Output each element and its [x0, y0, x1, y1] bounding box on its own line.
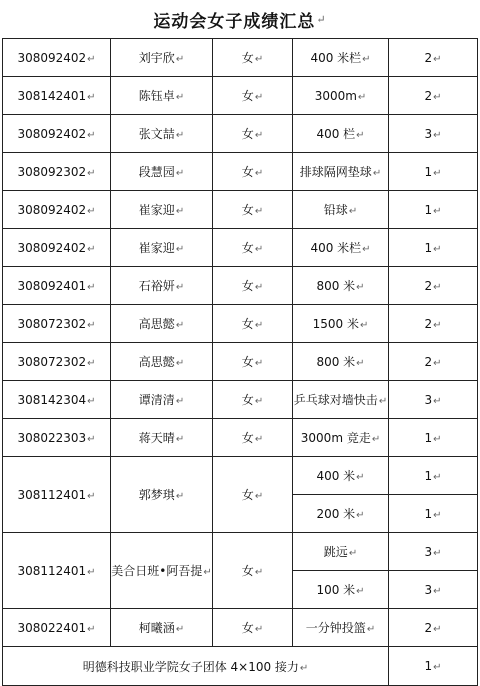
student-name-cell-text: 美合日班•阿吾提	[111, 564, 203, 578]
table-row	[3, 305, 478, 343]
paragraph-mark-icon: ↵	[175, 244, 185, 255]
paragraph-mark-icon: ↵	[254, 54, 264, 65]
student-name-cell	[111, 343, 213, 381]
student-name-cell-text: 高思懿	[138, 355, 175, 369]
place-cell-text: 1	[424, 164, 433, 179]
place-cell	[389, 77, 478, 115]
paragraph-mark-icon: ↵	[433, 243, 442, 255]
place-cell	[389, 39, 478, 77]
paragraph-mark-icon: ↵	[254, 244, 264, 255]
student-id-cell-text: 308142401	[17, 88, 87, 103]
paragraph-mark-icon: ↵	[433, 53, 442, 65]
paragraph-mark-icon: ↵	[433, 281, 442, 293]
place-cell	[389, 229, 478, 267]
paragraph-mark-icon: ↵	[87, 53, 96, 65]
paragraph-mark-icon: ↵	[316, 12, 327, 26]
table-row	[3, 609, 478, 647]
gender-cell-text: 女	[241, 488, 254, 502]
paragraph-mark-icon: ↵	[87, 205, 96, 217]
paragraph-mark-icon: ↵	[175, 168, 185, 179]
place-cell-text: 3	[424, 392, 433, 407]
place-cell-text: 3	[424, 544, 433, 559]
event-cell-text: 1500 米	[312, 317, 359, 331]
place-cell	[389, 305, 478, 343]
student-id-cell	[3, 39, 111, 77]
gender-cell	[213, 419, 293, 457]
student-id-cell	[3, 153, 111, 191]
student-id-cell	[3, 381, 111, 419]
gender-cell	[213, 115, 293, 153]
paragraph-mark-icon: ↵	[366, 624, 376, 635]
event-cell	[293, 267, 389, 305]
student-id-cell-text: 308092402	[17, 50, 87, 65]
paragraph-mark-icon: ↵	[175, 282, 185, 293]
paragraph-mark-icon: ↵	[362, 244, 371, 255]
paragraph-mark-icon: ↵	[175, 130, 185, 141]
gender-cell	[213, 39, 293, 77]
student-id-cell	[3, 115, 111, 153]
event-cell-text: 排球隔网垫球	[299, 165, 372, 179]
event-cell-text: 100 米	[316, 583, 356, 597]
student-id-cell	[3, 77, 111, 115]
table-row	[3, 77, 478, 115]
document-title	[2, 0, 478, 38]
event-cell	[293, 381, 389, 419]
table-row	[3, 191, 478, 229]
student-id-cell-text: 308092302	[17, 164, 87, 179]
paragraph-mark-icon: ↵	[254, 282, 264, 293]
paragraph-mark-icon: ↵	[175, 434, 185, 445]
paragraph-mark-icon: ↵	[433, 433, 442, 445]
paragraph-mark-icon: ↵	[433, 129, 442, 141]
student-id-cell-text: 308092402	[17, 126, 87, 141]
paragraph-mark-icon: ↵	[356, 130, 365, 141]
event-cell-text: 跳远	[323, 545, 348, 559]
student-id-cell	[3, 609, 111, 647]
paragraph-mark-icon: ↵	[356, 586, 365, 597]
team-relay-label-cell	[3, 647, 389, 686]
table-row	[3, 229, 478, 267]
gender-cell	[213, 343, 293, 381]
student-name-cell-text: 崔家迎	[138, 241, 175, 255]
paragraph-mark-icon: ↵	[357, 91, 367, 103]
place-cell	[389, 191, 478, 229]
gender-cell	[213, 77, 293, 115]
gender-cell-text: 女	[241, 564, 254, 578]
event-cell-text: 一分钟投篮	[305, 621, 366, 635]
paragraph-mark-icon: ↵	[356, 510, 365, 521]
student-name-cell	[111, 39, 213, 77]
team-relay-place-cell	[389, 647, 478, 686]
gender-cell-text: 女	[241, 431, 254, 445]
place-cell-text: 2	[424, 50, 433, 65]
gender-cell-text: 女	[241, 393, 254, 407]
paragraph-mark-icon: ↵	[175, 320, 185, 331]
student-name-cell	[111, 609, 213, 647]
student-name-cell-text: 谭清清	[138, 393, 175, 407]
event-cell-text: 400 米栏	[310, 241, 362, 255]
place-cell-text: 2	[424, 620, 433, 635]
student-name-cell	[111, 77, 213, 115]
gender-cell	[213, 229, 293, 267]
place-cell-text: 2	[424, 354, 433, 369]
event-cell-text: 800 米	[316, 279, 356, 293]
place-cell-text: 3	[424, 126, 433, 141]
gender-cell-text: 女	[241, 621, 254, 635]
gender-cell-text: 女	[241, 279, 254, 293]
table-row	[3, 153, 478, 191]
event-cell	[293, 305, 389, 343]
paragraph-mark-icon: ↵	[87, 243, 96, 255]
student-name-cell	[111, 115, 213, 153]
table-row	[3, 115, 478, 153]
student-id-cell	[3, 305, 111, 343]
gender-cell	[213, 533, 293, 609]
student-id-cell-text: 308022401	[17, 620, 87, 635]
team-relay-place-cell-text: 1	[424, 659, 433, 673]
place-cell-text: 2	[424, 278, 433, 293]
paragraph-mark-icon: ↵	[254, 396, 264, 407]
results-table	[2, 38, 478, 686]
paragraph-mark-icon: ↵	[87, 566, 96, 578]
paragraph-mark-icon: ↵	[203, 567, 212, 578]
student-id-cell	[3, 419, 111, 457]
paragraph-mark-icon: ↵	[433, 167, 442, 179]
title-text: 运动会女子成绩汇总	[153, 11, 316, 32]
place-cell-text: 2	[424, 88, 433, 103]
event-cell-text: 800 米	[316, 355, 356, 369]
paragraph-mark-icon: ↵	[87, 319, 96, 331]
paragraph-mark-icon: ↵	[433, 623, 442, 635]
event-cell	[293, 115, 389, 153]
gender-cell-text: 女	[241, 51, 254, 65]
paragraph-mark-icon: ↵	[175, 624, 185, 635]
paragraph-mark-icon: ↵	[362, 54, 371, 65]
place-cell-text: 1	[424, 506, 433, 521]
paragraph-mark-icon: ↵	[87, 623, 96, 635]
student-id-cell	[3, 191, 111, 229]
event-cell-text: 3000m 竞走	[300, 431, 371, 445]
event-cell	[293, 153, 389, 191]
table-row	[3, 457, 478, 495]
paragraph-mark-icon: ↵	[254, 491, 264, 502]
event-cell-text: 200 米	[316, 507, 356, 521]
paragraph-mark-icon: ↵	[87, 490, 96, 502]
student-name-cell	[111, 191, 213, 229]
paragraph-mark-icon: ↵	[175, 206, 185, 217]
student-id-cell-text: 308092402	[17, 240, 87, 255]
gender-cell	[213, 153, 293, 191]
student-id-cell-text: 308142304	[17, 392, 87, 407]
student-name-cell	[111, 457, 213, 533]
paragraph-mark-icon: ↵	[175, 491, 185, 502]
student-name-cell	[111, 267, 213, 305]
paragraph-mark-icon: ↵	[175, 92, 185, 103]
gender-cell	[213, 609, 293, 647]
event-cell	[293, 343, 389, 381]
student-name-cell-text: 段慧园	[138, 165, 175, 179]
paragraph-mark-icon: ↵	[433, 662, 442, 673]
student-name-cell-text: 刘宇欣	[138, 51, 175, 65]
student-id-cell-text: 308092402	[17, 202, 87, 217]
paragraph-mark-icon: ↵	[433, 205, 442, 217]
student-id-cell-text: 308072302	[17, 354, 87, 369]
event-cell	[293, 609, 389, 647]
event-cell-text: 乒乓球对墙快击	[293, 393, 378, 407]
place-cell	[389, 419, 478, 457]
event-cell	[293, 533, 389, 571]
place-cell-text: 1	[424, 202, 433, 217]
event-cell	[293, 191, 389, 229]
team-relay-row	[3, 647, 478, 686]
table-row	[3, 381, 478, 419]
paragraph-mark-icon: ↵	[348, 206, 358, 217]
paragraph-mark-icon: ↵	[372, 168, 382, 179]
paragraph-mark-icon: ↵	[87, 433, 96, 445]
paragraph-mark-icon: ↵	[175, 396, 185, 407]
event-cell-text: 400 米栏	[310, 51, 362, 65]
table-row	[3, 39, 478, 77]
paragraph-mark-icon: ↵	[254, 206, 264, 217]
gender-cell-text: 女	[241, 89, 254, 103]
student-name-cell-text: 崔家迎	[138, 203, 175, 217]
student-name-cell	[111, 419, 213, 457]
paragraph-mark-icon: ↵	[87, 395, 96, 407]
paragraph-mark-icon: ↵	[433, 509, 442, 521]
event-cell	[293, 77, 389, 115]
student-name-cell-text: 郭梦琪	[138, 488, 175, 502]
paragraph-mark-icon: ↵	[433, 471, 442, 483]
place-cell	[389, 267, 478, 305]
place-cell	[389, 609, 478, 647]
paragraph-mark-icon: ↵	[254, 92, 264, 103]
student-name-cell	[111, 229, 213, 267]
paragraph-mark-icon: ↵	[433, 585, 442, 597]
place-cell	[389, 115, 478, 153]
student-name-cell-text: 陈钰卓	[138, 89, 175, 103]
paragraph-mark-icon: ↵	[254, 358, 264, 369]
gender-cell-text: 女	[241, 165, 254, 179]
paragraph-mark-icon: ↵	[356, 358, 365, 369]
paragraph-mark-icon: ↵	[378, 396, 388, 407]
gender-cell-text: 女	[241, 241, 254, 255]
place-cell	[389, 457, 478, 495]
paragraph-mark-icon: ↵	[254, 130, 264, 141]
gender-cell	[213, 457, 293, 533]
place-cell	[389, 495, 478, 533]
event-cell	[293, 571, 389, 609]
student-name-cell	[111, 381, 213, 419]
place-cell-text: 2	[424, 316, 433, 331]
event-cell-text: 400 栏	[316, 127, 356, 141]
paragraph-mark-icon: ↵	[433, 319, 442, 331]
event-cell-text: 铅球	[323, 203, 348, 217]
paragraph-mark-icon: ↵	[87, 357, 96, 369]
paragraph-mark-icon: ↵	[299, 662, 309, 674]
paragraph-mark-icon: ↵	[348, 548, 358, 559]
gender-cell-text: 女	[241, 317, 254, 331]
student-id-cell	[3, 533, 111, 609]
student-id-cell	[3, 267, 111, 305]
student-id-cell-text: 308022303	[17, 430, 87, 445]
student-id-cell-text: 308112401	[17, 563, 87, 578]
student-id-cell	[3, 343, 111, 381]
event-cell-text: 400 米	[316, 469, 356, 483]
place-cell-text: 3	[424, 582, 433, 597]
gender-cell-text: 女	[241, 355, 254, 369]
place-cell-text: 1	[424, 430, 433, 445]
place-cell	[389, 343, 478, 381]
gender-cell	[213, 381, 293, 419]
team-relay-label-cell-text: 明德科技职业学院女子团体 4×100 接力	[82, 659, 299, 674]
paragraph-mark-icon: ↵	[433, 395, 442, 407]
student-name-cell-text: 蒋天晴	[138, 431, 175, 445]
student-id-cell-text: 308092401	[17, 278, 87, 293]
table-row	[3, 419, 478, 457]
gender-cell-text: 女	[241, 127, 254, 141]
paragraph-mark-icon: ↵	[87, 167, 96, 179]
paragraph-mark-icon: ↵	[433, 91, 442, 103]
place-cell	[389, 153, 478, 191]
student-name-cell	[111, 153, 213, 191]
gender-cell	[213, 267, 293, 305]
paragraph-mark-icon: ↵	[87, 129, 96, 141]
student-id-cell-text: 308112401	[17, 487, 87, 502]
table-row	[3, 267, 478, 305]
event-cell	[293, 229, 389, 267]
paragraph-mark-icon: ↵	[433, 547, 442, 559]
event-cell-text: 3000m	[314, 88, 357, 103]
paragraph-mark-icon: ↵	[359, 320, 369, 331]
table-row	[3, 533, 478, 571]
student-name-cell	[111, 533, 213, 609]
gender-cell	[213, 305, 293, 343]
paragraph-mark-icon: ↵	[87, 91, 96, 103]
place-cell-text: 1	[424, 468, 433, 483]
student-id-cell	[3, 229, 111, 267]
gender-cell-text: 女	[241, 203, 254, 217]
table-row	[3, 343, 478, 381]
place-cell-text: 1	[424, 240, 433, 255]
paragraph-mark-icon: ↵	[175, 358, 185, 369]
student-id-cell-text: 308072302	[17, 316, 87, 331]
paragraph-mark-icon: ↵	[254, 567, 264, 578]
paragraph-mark-icon: ↵	[254, 168, 264, 179]
place-cell	[389, 381, 478, 419]
student-name-cell-text: 张文喆	[138, 127, 175, 141]
paragraph-mark-icon: ↵	[87, 281, 96, 293]
paragraph-mark-icon: ↵	[371, 434, 381, 445]
event-cell	[293, 39, 389, 77]
paragraph-mark-icon: ↵	[175, 54, 185, 65]
student-name-cell-text: 柯曦涵	[138, 621, 175, 635]
paragraph-mark-icon: ↵	[433, 357, 442, 369]
event-cell	[293, 419, 389, 457]
paragraph-mark-icon: ↵	[356, 282, 365, 293]
event-cell	[293, 495, 389, 533]
paragraph-mark-icon: ↵	[254, 434, 264, 445]
student-name-cell-text: 石裕妍	[138, 279, 175, 293]
place-cell	[389, 533, 478, 571]
gender-cell	[213, 191, 293, 229]
student-name-cell-text: 高思懿	[138, 317, 175, 331]
paragraph-mark-icon: ↵	[356, 472, 365, 483]
paragraph-mark-icon: ↵	[254, 320, 264, 331]
student-name-cell	[111, 305, 213, 343]
place-cell	[389, 571, 478, 609]
student-id-cell	[3, 457, 111, 533]
event-cell	[293, 457, 389, 495]
paragraph-mark-icon: ↵	[254, 624, 264, 635]
